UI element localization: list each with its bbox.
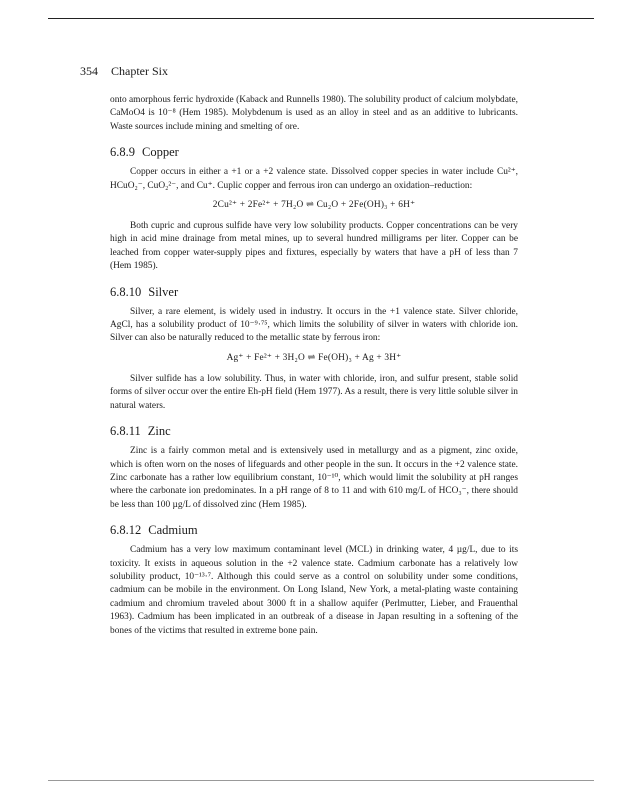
body-paragraph: Zinc is a fairly common metal and is extensively used in metallurgy and as a pigment, zinc oxide, which is often worn on the noses of lifeguards and other people in the sun. It occurs in the +2 valence state. Zinc carbonate has a rather low equilibrium constant, 10⁻¹⁰, which would limit the solubility at pH ranges where the carbonate ion predominates. In a pH range of 8 to 11 and with 610 mg/L of HCO₃⁻, there should be less than 100 µg/L of dissolved zinc (Hem 1985). xyxy=(110,446,518,510)
body-paragraph: Silver, a rare element, is widely used in industry. It occurs in the +1 valence state. Silver chloride, AgCl, has a solubility product of 10⁻⁹·⁷⁵, which limits the solubility of silver in waters with chloride ion. Silver can also be naturally reduced to the metallic state by ferrous iron: xyxy=(110,306,518,344)
page-number: 354 xyxy=(80,64,98,78)
body-paragraph: Cadmium has a very low maximum contaminant level (MCL) in drinking water, 4 µg/L, due to its toxicity. It exists in aqueous solution in the +2 valence state. Cadmium carbonate has a relatively low solubility product, 10⁻¹³·⁷. Although this could serve as a control on solubility under some conditions, cadmium can be mobile in the environment. On Long Island, New York, a metal-plating waste containing cadmium and chromium traveled about 3000 ft in a shallow aquifer (Perlmutter, Lieber, and Frauenthal 1963). Cadmium has been implicated in an outbreak of a disease in Japan resulting in a softening of the bones of the victims that resulted in extreme bone pain. xyxy=(110,545,518,636)
section-copper xyxy=(110,145,518,273)
section-heading xyxy=(110,145,518,160)
section-title: Copper xyxy=(142,145,179,160)
section-title: Zinc xyxy=(147,424,171,439)
body-paragraph: Silver sulfide has a low solubility. Thus, in water with chloride, iron, and sulfur present, stable solid forms of silver occur over the entire Eh-pH field (Hem 1977). As a result, there is very little soluble silver in natural waters. xyxy=(110,373,518,411)
section-heading xyxy=(110,285,518,300)
section-heading xyxy=(110,424,518,439)
section-title: Silver xyxy=(148,284,179,299)
section-number: 6.8.9 xyxy=(110,145,135,160)
section-number: 6.8.10 xyxy=(110,284,142,299)
section-zinc xyxy=(110,424,518,512)
top-rule xyxy=(48,18,594,19)
chemical-equation: Ag⁺ + Fe²⁺ + 3H₂O ⇌ Fe(OH)₃ + Ag + 3H⁺ xyxy=(226,352,402,363)
intro-paragraph: onto amorphous ferric hydroxide (Kaback and Runnells 1980). The solubility product of calcium molybdate, CaMoO4 is 10⁻⁸ (Hem 1985). Molybdenum is used as an alloy in steel and as an additive to lubricants. Waste sources include mining and smelting of ore. xyxy=(110,95,518,132)
section-cadmium xyxy=(110,523,518,638)
section-heading xyxy=(110,523,518,538)
running-head xyxy=(80,64,178,79)
page-body xyxy=(110,94,518,644)
body-paragraph: Both cupric and cuprous sulfide have very low solubility products. Copper concentrations can be very high in acid mine drainage from metal mines, up to several hundred milligrams per liter. Copper can be leached from copper water-supply pipes and fixtures, especially by waters that have a pH of less than 7 (Hem 1985). xyxy=(110,221,518,272)
body-paragraph: Copper occurs in either a +1 or a +2 valence state. Dissolved copper species in water include Cu²⁺, HCuO₂⁻, CuO₂²⁻, and Cu⁺. Cuplic copper and ferrous iron can undergo an oxidation–reduction: xyxy=(110,167,518,191)
section-silver xyxy=(110,285,518,413)
section-title: Cadmium xyxy=(148,523,198,538)
section-number: 6.8.11 xyxy=(110,424,141,439)
bottom-rule xyxy=(48,780,594,781)
chapter-title: Chapter Six xyxy=(111,64,168,78)
section-number: 6.8.12 xyxy=(110,523,142,538)
chemical-equation: 2Cu²⁺ + 2Fe²⁺ + 7H₂O ⇌ Cu₂O + 2Fe(OH)₃ + 6H⁺ xyxy=(212,200,416,211)
